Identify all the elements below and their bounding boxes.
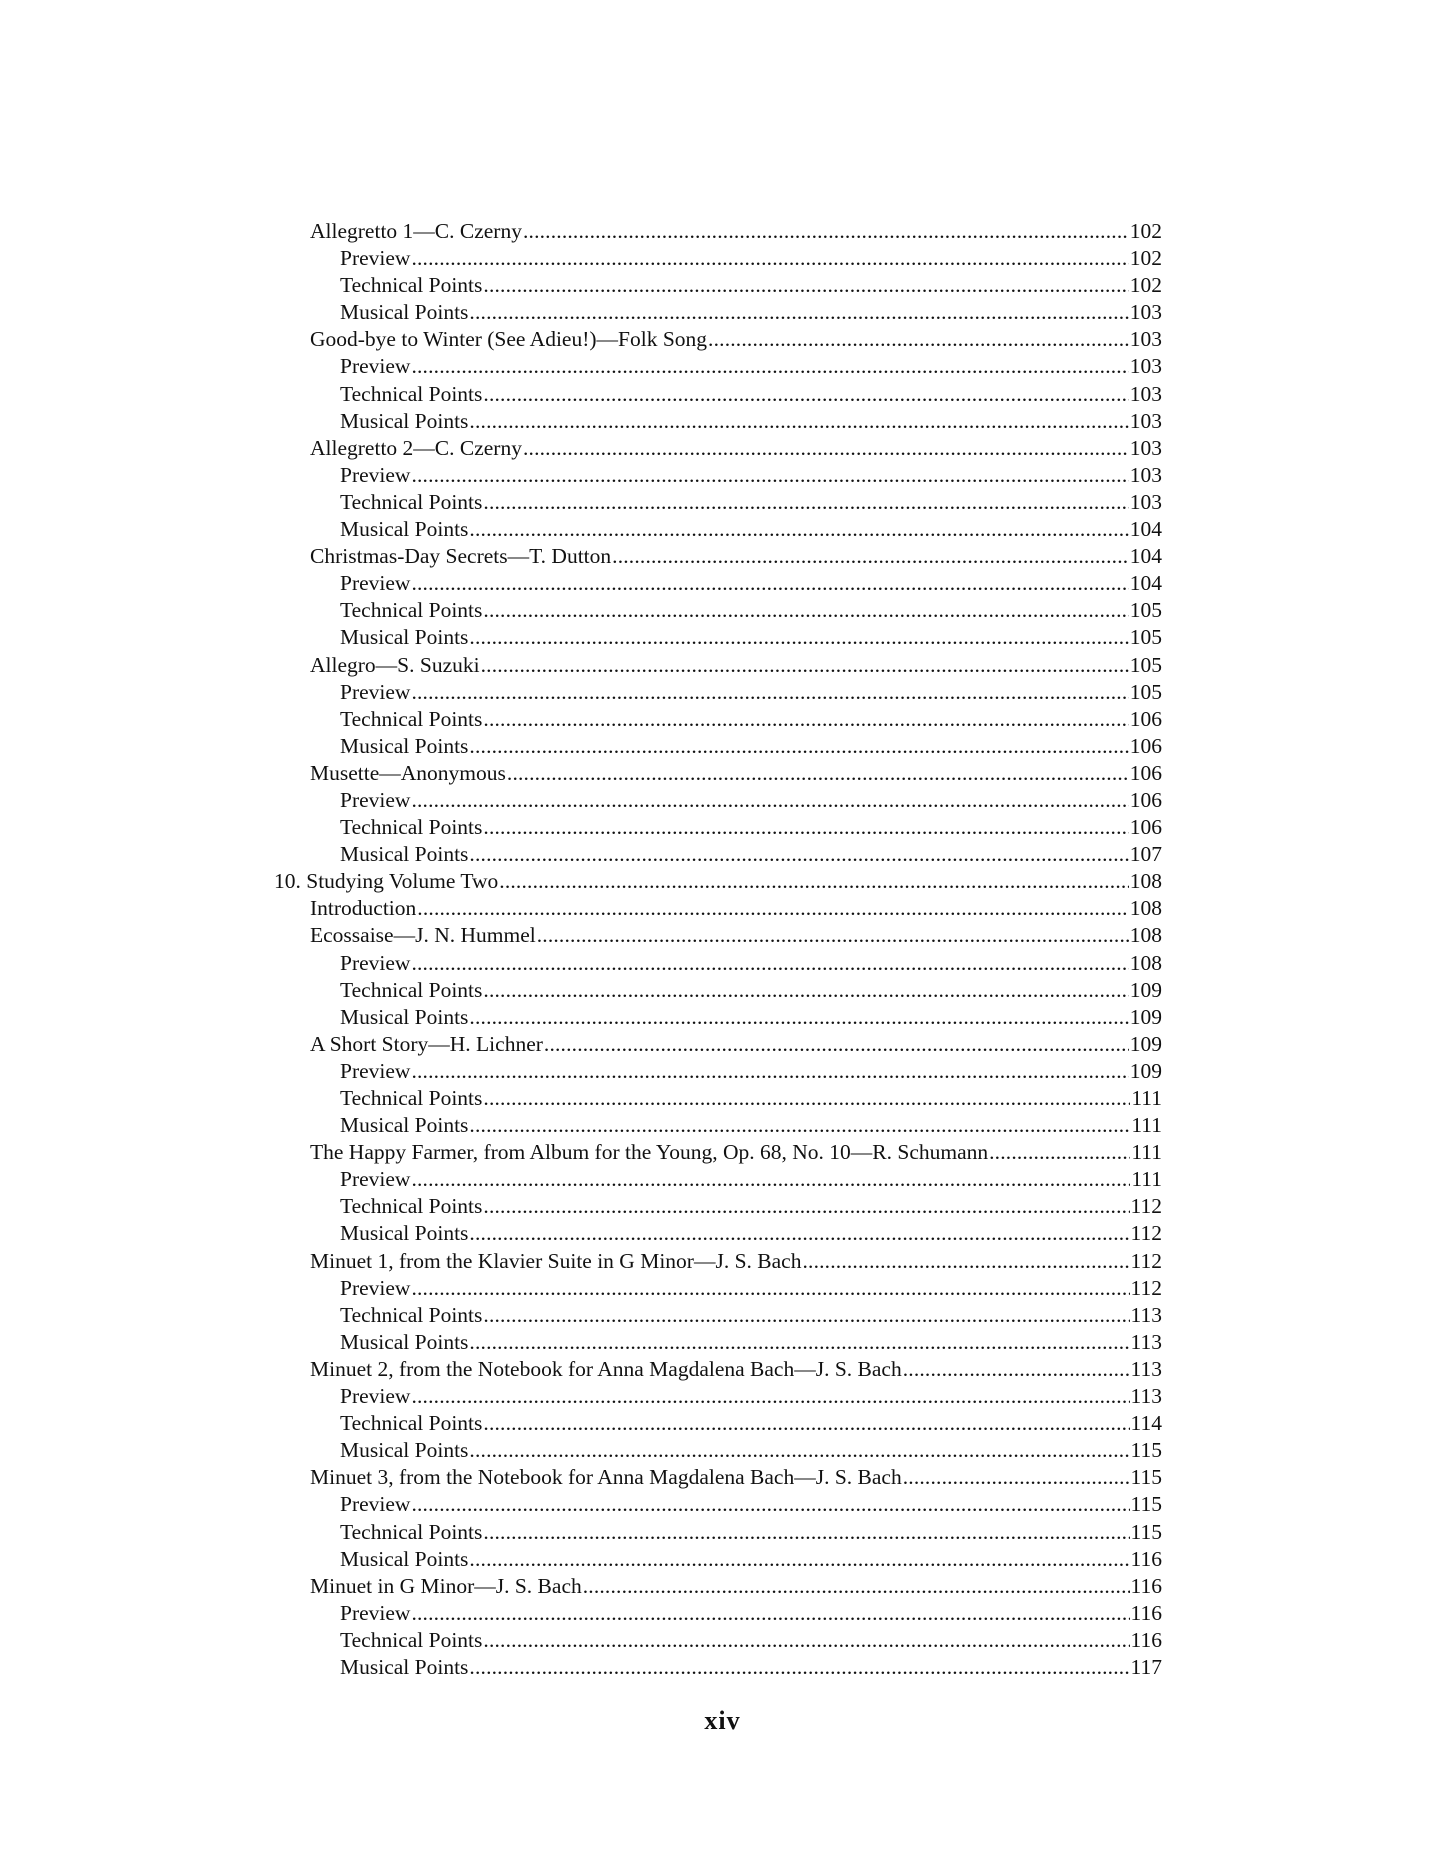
toc-entry-title: Minuet 2, from the Notebook for Anna Magdalena Bach—J. S. Bach: [310, 1356, 902, 1381]
toc-entry-title: Minuet in G Minor—J. S. Bach: [310, 1573, 582, 1598]
toc-entry: [274, 516, 1162, 543]
toc-entry-page: 116: [1130, 1573, 1162, 1598]
dot-leader: [411, 679, 1128, 706]
toc-entry-title: Musical Points: [340, 1438, 469, 1463]
toc-entry-title: Christmas-Day Secrets—T. Dutton: [310, 544, 612, 569]
toc-entry: [274, 1654, 1162, 1681]
toc-entry-page: 115: [1130, 1438, 1162, 1463]
dot-leader: [483, 1410, 1129, 1437]
toc-entry-page: 111: [1131, 1086, 1162, 1110]
toc-entry: [274, 706, 1162, 733]
toc-entry: [274, 299, 1162, 326]
toc-entry-page: 116: [1130, 1600, 1162, 1625]
dot-leader: [544, 1031, 1129, 1058]
toc-entry-title: Preview: [340, 1167, 411, 1192]
toc-entry-page: 107: [1129, 842, 1162, 867]
toc-entry-title: Technical Points: [340, 815, 483, 840]
toc-entry-title: Preview: [340, 679, 411, 704]
dot-leader: [469, 1546, 1129, 1573]
toc-entry-page: 116: [1130, 1627, 1162, 1652]
toc-entry: [274, 733, 1162, 760]
toc-entry: [274, 1248, 1162, 1275]
dot-leader: [583, 1573, 1130, 1600]
toc-entry-page: 105: [1129, 598, 1162, 623]
dot-leader: [469, 1654, 1129, 1681]
toc-entry: [274, 435, 1162, 462]
toc-entry: [274, 462, 1162, 489]
toc-entry-title: Musical Points: [340, 842, 469, 867]
toc-entry: [274, 1519, 1162, 1546]
toc-entry-page: 111: [1131, 1167, 1162, 1192]
toc-entry: [274, 245, 1162, 272]
toc-entry: [274, 1139, 1162, 1166]
toc-entry-title: Preview: [340, 462, 411, 487]
toc-entry-page: 109: [1129, 1004, 1162, 1029]
dot-leader: [708, 326, 1129, 353]
toc-entry-page: 103: [1129, 435, 1162, 460]
toc-entry-page: 112: [1130, 1221, 1162, 1246]
toc-entry-page: 102: [1129, 246, 1162, 271]
toc-entry-page: 103: [1129, 408, 1162, 433]
toc-entry-title: Ecossaise—J. N. Hummel: [310, 923, 536, 948]
dot-leader: [612, 543, 1129, 570]
page-number: xiv: [704, 1706, 741, 1735]
dot-leader: [483, 1302, 1129, 1329]
toc-entry-page: 102: [1129, 273, 1162, 298]
toc-entry: [274, 1627, 1162, 1654]
toc-entry: [274, 1329, 1162, 1356]
dot-leader: [989, 1139, 1130, 1166]
dot-leader: [469, 624, 1128, 651]
toc-entry-title: Introduction: [310, 896, 417, 921]
toc-entry-title: Musical Points: [340, 1113, 469, 1138]
dot-leader: [411, 245, 1128, 272]
toc-entry-page: 113: [1130, 1356, 1162, 1381]
toc-entry-title: Allegretto 1—C. Czerny: [310, 219, 522, 243]
toc-entry-page: 106: [1129, 733, 1162, 758]
dot-leader: [483, 597, 1128, 624]
toc-entry-title: Allegro—S. Suzuki: [310, 652, 480, 677]
dot-leader: [483, 381, 1128, 408]
toc-entry-page: 103: [1129, 381, 1162, 406]
toc-entry: [274, 326, 1162, 353]
toc-entry: [274, 1437, 1162, 1464]
toc-entry: [274, 570, 1162, 597]
toc-entry-title: Musette—Anonymous: [310, 760, 506, 785]
toc-entry-title: Technical Points: [340, 381, 483, 406]
dot-leader: [469, 299, 1128, 326]
toc-entry-page: 115: [1130, 1519, 1162, 1544]
toc-entry-page: 103: [1129, 354, 1162, 379]
toc-entry-page: 108: [1129, 923, 1162, 948]
toc-entry-page: 106: [1129, 815, 1162, 840]
toc-entry: [274, 1464, 1162, 1491]
toc-entry-page: 106: [1129, 706, 1162, 731]
toc-entry-title: Minuet 3, from the Notebook for Anna Magdalena Bach—J. S. Bach: [310, 1465, 902, 1490]
toc-entry-page: 113: [1130, 1302, 1162, 1327]
toc-entry-page: 103: [1129, 300, 1162, 325]
toc-entry-page: 105: [1129, 652, 1162, 677]
toc-entry-title: Preview: [340, 1600, 411, 1625]
dot-leader: [523, 218, 1129, 245]
toc-entry-page: 111: [1131, 1113, 1162, 1138]
dot-leader: [507, 760, 1129, 787]
dot-leader: [411, 1491, 1129, 1518]
toc-entry-title: 10. Studying Volume Two: [274, 869, 499, 894]
toc-entry-title: The Happy Farmer, from Album for the Young, Op. 68, No. 10—R. Schumann: [310, 1140, 989, 1165]
dot-leader: [411, 787, 1128, 814]
toc-entry: [274, 1383, 1162, 1410]
dot-leader: [537, 922, 1129, 949]
toc-entry-page: 108: [1129, 950, 1162, 975]
toc-entry-page: 117: [1130, 1654, 1162, 1679]
toc-entry-title: A Short Story—H. Lichner: [310, 1031, 543, 1056]
toc-entry-title: Technical Points: [340, 1086, 483, 1110]
toc-entry: [274, 787, 1162, 814]
dot-leader: [469, 516, 1128, 543]
dot-leader: [483, 977, 1128, 1004]
toc-entry-page: 109: [1129, 1031, 1162, 1056]
dot-leader: [483, 272, 1128, 299]
toc-entry-title: Musical Points: [340, 517, 469, 542]
toc-entry-title: Musical Points: [340, 300, 469, 325]
toc-entry-title: Preview: [340, 787, 411, 812]
dot-leader: [481, 652, 1129, 679]
dot-leader: [469, 1004, 1128, 1031]
toc-entry: [274, 1220, 1162, 1247]
toc-entry-page: 109: [1129, 1058, 1162, 1083]
dot-leader: [469, 841, 1128, 868]
toc-entry-title: Technical Points: [340, 1302, 483, 1327]
dot-leader: [469, 1220, 1129, 1247]
toc-entry-title: Musical Points: [340, 625, 469, 650]
dot-leader: [802, 1248, 1129, 1275]
toc-entry: [274, 543, 1162, 570]
toc-entry: [274, 1193, 1162, 1220]
toc-entry-page: 112: [1130, 1248, 1162, 1273]
toc-entry: [274, 760, 1162, 787]
dot-leader: [483, 1627, 1129, 1654]
toc-entry: [274, 679, 1162, 706]
toc-entry-title: Technical Points: [340, 489, 483, 514]
dot-leader: [411, 1600, 1129, 1627]
toc-entry-title: Musical Points: [340, 733, 469, 758]
toc-entry: [274, 814, 1162, 841]
dot-leader: [903, 1356, 1130, 1383]
toc-entry-title: Preview: [340, 1492, 411, 1517]
toc-entry: [274, 1573, 1162, 1600]
toc-entry-page: 106: [1129, 760, 1162, 785]
toc-entry-title: Minuet 1, from the Klavier Suite in G Minor—J. S. Bach: [310, 1248, 802, 1273]
toc-entry: [274, 272, 1162, 299]
toc-entry: [274, 381, 1162, 408]
toc-entry-page: 105: [1129, 679, 1162, 704]
toc-entry-title: Technical Points: [340, 1194, 483, 1219]
toc-entry: [274, 977, 1162, 1004]
toc-entry-page: 102: [1129, 219, 1162, 243]
toc-entry-title: Technical Points: [340, 977, 483, 1002]
toc-entry: [274, 1356, 1162, 1383]
toc-entry: [274, 1004, 1162, 1031]
toc-entry-title: Allegretto 2—C. Czerny: [310, 435, 522, 460]
toc-entry-page: 112: [1130, 1194, 1162, 1219]
dot-leader: [411, 1275, 1129, 1302]
toc-entry: [274, 922, 1162, 949]
toc-entry: [274, 841, 1162, 868]
toc-entry-page: 111: [1131, 1140, 1162, 1165]
toc-entry: [274, 218, 1162, 245]
toc-entry-title: Musical Points: [340, 1004, 469, 1029]
toc-entry-page: 115: [1130, 1492, 1162, 1517]
dot-leader: [411, 1166, 1130, 1193]
dot-leader: [411, 570, 1128, 597]
dot-leader: [483, 1085, 1130, 1112]
dot-leader: [483, 814, 1128, 841]
dot-leader: [469, 1437, 1129, 1464]
toc-entry-page: 113: [1130, 1384, 1162, 1409]
toc-entry: [274, 1085, 1162, 1112]
toc-entry-title: Musical Points: [340, 1221, 469, 1246]
dot-leader: [523, 435, 1129, 462]
dot-leader: [483, 489, 1128, 516]
toc-entry-title: Technical Points: [340, 1627, 483, 1652]
dot-leader: [417, 895, 1128, 922]
toc-entry: [274, 1031, 1162, 1058]
toc-entry-page: 109: [1129, 977, 1162, 1002]
toc-entry-page: 116: [1130, 1546, 1162, 1571]
toc-entry-title: Musical Points: [340, 1654, 469, 1679]
toc-entry-title: Preview: [340, 354, 411, 379]
toc-entry-title: Preview: [340, 1058, 411, 1083]
dot-leader: [411, 1058, 1128, 1085]
toc-entry: [274, 1275, 1162, 1302]
toc-entry-page: 105: [1129, 625, 1162, 650]
toc-entry: [274, 1491, 1162, 1518]
toc-entry-page: 106: [1129, 787, 1162, 812]
toc-entry-title: Preview: [340, 950, 411, 975]
toc-entry-title: Preview: [340, 1384, 411, 1409]
toc-entry-page: 108: [1129, 869, 1162, 894]
toc-entry: [274, 1302, 1162, 1329]
dot-leader: [411, 1383, 1129, 1410]
toc-entry: [274, 950, 1162, 977]
dot-leader: [411, 462, 1128, 489]
dot-leader: [411, 353, 1128, 380]
toc-entry-title: Musical Points: [340, 408, 469, 433]
toc-entry-page: 115: [1130, 1465, 1162, 1490]
toc-entry: [274, 624, 1162, 651]
toc-entry-page: 104: [1129, 571, 1162, 596]
toc-entry: [274, 1410, 1162, 1437]
dot-leader: [469, 408, 1128, 435]
dot-leader: [469, 733, 1128, 760]
toc-entry: [274, 1600, 1162, 1627]
toc-entry-title: Technical Points: [340, 706, 483, 731]
toc-entry: [274, 1112, 1162, 1139]
toc-entry: [274, 1546, 1162, 1573]
toc-entry: [274, 868, 1162, 895]
dot-leader: [499, 868, 1128, 895]
toc-entry-page: 103: [1129, 327, 1162, 352]
toc-entry-title: Technical Points: [340, 273, 483, 298]
toc-entry-title: Preview: [340, 246, 411, 271]
toc-entry-title: Musical Points: [340, 1329, 469, 1354]
toc-entry-title: Preview: [340, 571, 411, 596]
toc-entry-page: 108: [1129, 896, 1162, 921]
dot-leader: [903, 1464, 1130, 1491]
dot-leader: [411, 950, 1128, 977]
toc-entry-title: Preview: [340, 1275, 411, 1300]
dot-leader: [483, 1193, 1129, 1220]
toc-entry-title: Technical Points: [340, 1519, 483, 1544]
toc-entry-page: 103: [1129, 462, 1162, 487]
toc-entry-title: Good-bye to Winter (See Adieu!)—Folk Song: [310, 327, 708, 352]
toc-entry: [274, 1058, 1162, 1085]
toc-entry-page: 103: [1129, 489, 1162, 514]
toc-entry-page: 112: [1130, 1275, 1162, 1300]
toc-entry-page: 104: [1129, 517, 1162, 542]
toc-entry: [274, 652, 1162, 679]
dot-leader: [483, 1519, 1129, 1546]
toc-entry-page: 114: [1130, 1411, 1162, 1436]
toc-entry: [274, 597, 1162, 624]
toc-entry-page: 113: [1130, 1329, 1162, 1354]
dot-leader: [469, 1329, 1129, 1356]
dot-leader: [469, 1112, 1130, 1139]
toc-entry-title: Technical Points: [340, 598, 483, 623]
toc-entry-page: 104: [1129, 544, 1162, 569]
table-of-contents: [274, 218, 1162, 1681]
toc-entry: [274, 408, 1162, 435]
toc-entry: [274, 489, 1162, 516]
toc-entry: [274, 895, 1162, 922]
toc-entry-title: Musical Points: [340, 1546, 469, 1571]
toc-entry: [274, 353, 1162, 380]
toc-entry-title: Technical Points: [340, 1411, 483, 1436]
toc-entry: [274, 1166, 1162, 1193]
dot-leader: [483, 706, 1128, 733]
